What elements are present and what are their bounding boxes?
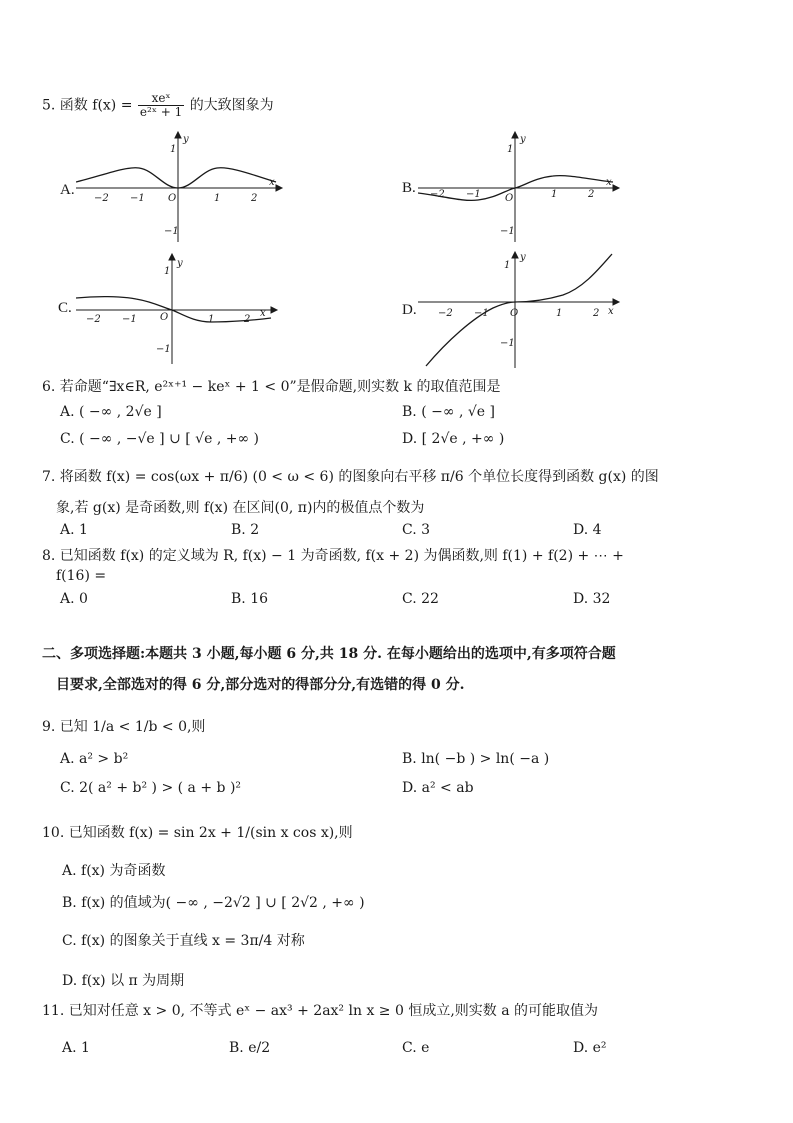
q6-option-d: D. [ 2√e , +∞ ) (402, 431, 505, 447)
q10-option-d: D. f(x) 以 π 为周期 (62, 973, 185, 989)
graph-c-ytick-1: 1 (164, 266, 171, 277)
graph-c-y-arrow (169, 254, 175, 260)
graph-d-xtick-2: 2 (593, 308, 600, 319)
section2-heading-line1: 二、多项选择题:本题共 3 小题,每小题 6 分,共 18 分. 在每小题给出的选项中,有多项符合题 (42, 646, 616, 662)
graph-b-ytick-1: 1 (507, 144, 514, 155)
q6-stem: 6. 若命题“∃x∈R, e²ˣ⁺¹ − keˣ + 1 < 0”是假命题,则实数 k 的取值范围是 (42, 379, 501, 395)
graph-b (418, 130, 623, 245)
graph-b-y-name: y (520, 134, 526, 145)
graph-c-ytick-m1: −1 (156, 344, 171, 355)
graph-d-label: D. (402, 302, 417, 318)
q10-option-c: C. f(x) 的图象关于直线 x = 3π/4 对称 (62, 933, 305, 949)
q7-line1: 7. 将函数 f(x) = cos(ωx + π/6) (0 < ω < 6) 的图象向右平移 π/6 个单位长度得到函数 g(x) 的图 (42, 469, 659, 485)
q9-option-b: B. ln( −b ) > ln( −a ) (402, 751, 550, 767)
graph-a (76, 130, 286, 245)
q6-option-c: C. ( −∞ , −√e ] ∪ [ √e , +∞ ) (60, 431, 260, 447)
graph-d (418, 250, 628, 370)
graph-b-xtick-m1: −1 (466, 189, 481, 200)
graph-c-y-name: y (177, 258, 183, 269)
q6-option-b: B. ( −∞ , √e ] (402, 404, 495, 420)
q8-option-a: A. 0 (60, 591, 88, 607)
graph-c-xtick-m2: −2 (86, 314, 101, 325)
q11-option-d: D. e² (573, 1040, 607, 1056)
graph-d-y-name: y (520, 252, 526, 263)
q7-option-d: D. 4 (573, 522, 602, 538)
q7-option-c: C. 3 (402, 522, 431, 538)
q9-stem: 9. 已知 1/a < 1/b < 0,则 (42, 719, 206, 735)
q8-option-c: C. 22 (402, 591, 439, 607)
q8-option-b: B. 16 (231, 591, 269, 607)
q7-option-a: A. 1 (60, 522, 88, 538)
graph-d-curve (426, 254, 612, 366)
q10-option-a: A. f(x) 为奇函数 (62, 863, 166, 879)
q7-option-b: B. 2 (231, 522, 260, 538)
q5-fraction (138, 92, 184, 119)
graph-c-xtick-m1: −1 (122, 314, 137, 325)
graph-d-xtick-m1: −1 (474, 308, 489, 319)
graph-a-ytick-m1: −1 (164, 226, 179, 237)
graph-a-x-name: x (269, 177, 275, 188)
graph-c-origin: O (160, 312, 169, 323)
graph-d-origin: O (510, 308, 519, 319)
graph-b-xtick-1: 1 (551, 189, 558, 200)
q8-line1: 8. 已知函数 f(x) 的定义域为 R, f(x) − 1 为奇函数, f(x + 2) 为偶函数,则 f(1) + f(2) + ⋯ + (42, 548, 624, 564)
graph-d-x-name: x (608, 306, 614, 317)
q5-suffix: 的大致图象为 (189, 97, 274, 114)
graph-b-label: B. (402, 180, 416, 196)
q5-numerator: xeˣ (138, 92, 184, 106)
graph-b-svg (418, 130, 623, 245)
graph-c-svg (76, 252, 286, 367)
graph-a-xtick-1: 1 (214, 193, 221, 204)
graph-c-xtick-1: 1 (208, 314, 215, 325)
q11-stem: 11. 已知对任意 x > 0, 不等式 eˣ − ax³ + 2ax² ln x ≥ 0 恒成立,则实数 a 的可能取值为 (42, 1003, 599, 1019)
graph-c-label: C. (58, 300, 72, 316)
q5-stem (42, 92, 274, 119)
graph-a-curve (76, 168, 276, 188)
q9-option-a: A. a² > b² (60, 751, 129, 767)
graph-a-label: A. (60, 182, 75, 198)
graph-a-x-arrow (276, 185, 282, 191)
q11-option-a: A. 1 (62, 1040, 90, 1056)
graph-d-xtick-1: 1 (556, 308, 563, 319)
graph-b-origin: O (505, 193, 514, 204)
graph-a-svg (76, 130, 286, 245)
graph-a-origin: O (168, 193, 177, 204)
graph-b-xtick-m2: −2 (430, 189, 445, 200)
q6-option-a: A. ( −∞ , 2√e ] (60, 404, 162, 420)
graph-c-curve (76, 297, 271, 322)
graph-d-x-arrow (613, 299, 619, 305)
q8-line2: f(16) = (56, 568, 107, 584)
q11-option-b: B. e/2 (229, 1040, 271, 1056)
q5-prefix: 5. 函数 f(x) = (42, 97, 133, 114)
graph-c-x-name: x (260, 308, 266, 319)
graph-d-ytick-m1: −1 (500, 338, 515, 349)
q10-option-b: B. f(x) 的值域为( −∞ , −2√2 ] ∪ [ 2√2 , +∞ ) (62, 895, 365, 911)
graph-a-y-name: y (183, 134, 189, 145)
q10-stem: 10. 已知函数 f(x) = sin 2x + 1/(sin x cos x),则 (42, 825, 353, 841)
q7-line2: 象,若 g(x) 是奇函数,则 f(x) 在区间(0, π)内的极值点个数为 (56, 500, 425, 516)
q11-option-c: C. e (402, 1040, 430, 1056)
q9-option-c: C. 2( a² + b² ) > ( a + b )² (60, 780, 242, 796)
q8-option-d: D. 32 (573, 591, 611, 607)
graph-c-xtick-2: 2 (244, 314, 251, 325)
graph-d-xtick-m2: −2 (438, 308, 453, 319)
graph-a-ytick-1: 1 (170, 144, 177, 155)
q5-denominator: e²ˣ + 1 (139, 105, 183, 119)
q9-option-d: D. a² < ab (402, 780, 474, 796)
graph-b-ytick-m1: −1 (500, 226, 515, 237)
graph-a-xtick-2: 2 (251, 193, 258, 204)
graph-d-svg (418, 250, 628, 370)
graph-c-x-arrow (271, 307, 277, 313)
graph-b-x-arrow (613, 185, 619, 191)
graph-c (76, 252, 286, 367)
graph-b-x-name: x (606, 177, 612, 188)
section2-heading-line2: 目要求,全部选对的得 6 分,部分选对的得部分分,有选错的得 0 分. (56, 677, 465, 693)
graph-a-xtick-m2: −2 (94, 193, 109, 204)
graph-b-xtick-2: 2 (588, 189, 595, 200)
graph-a-y-arrow (175, 132, 181, 138)
graph-d-y-arrow (512, 252, 518, 258)
graph-a-xtick-m1: −1 (130, 193, 145, 204)
graph-d-ytick-1: 1 (504, 260, 511, 271)
graph-b-y-arrow (512, 132, 518, 138)
